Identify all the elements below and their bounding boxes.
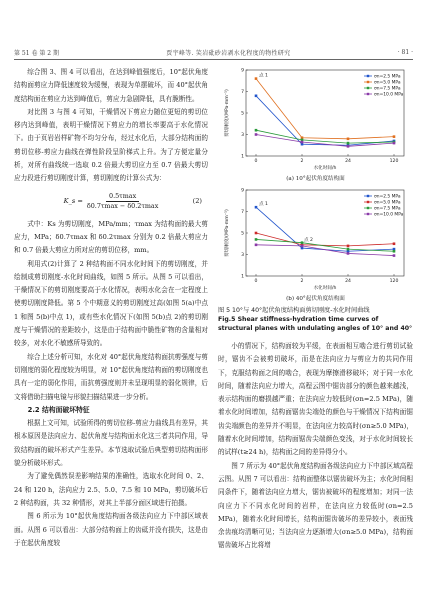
header-divider — [14, 59, 413, 60]
x-tick-label: 2 — [300, 279, 304, 284]
legend-label: σn=10.0 MPa — [374, 92, 404, 98]
legend-label: σn=5.0 MPa — [374, 80, 401, 86]
data-point — [255, 232, 258, 235]
legend-marker — [367, 195, 369, 197]
data-point — [347, 142, 350, 145]
legend-marker — [367, 81, 369, 83]
legend-marker — [367, 201, 369, 203]
data-point — [255, 133, 258, 136]
y-tick-label: 1 — [241, 274, 244, 280]
legend-marker — [367, 93, 369, 95]
data-point — [393, 142, 396, 145]
running-title: 贾宇峰等. 笑岩砒砂岩剥水化程度的物性研究 — [166, 49, 291, 57]
x-tick-label: 120 — [389, 159, 399, 164]
y-tick-label: 9 — [241, 188, 244, 194]
left-column — [14, 66, 208, 550]
y-tick-label: 5 — [241, 111, 244, 117]
figure-caption — [218, 306, 413, 333]
data-point — [347, 248, 350, 251]
data-point — [347, 245, 350, 248]
legend-label: σn=7.5 MPa — [374, 206, 401, 212]
right-column — [218, 340, 413, 553]
subcaption-b: (b) 40°起伏角度结构面 — [286, 296, 345, 302]
y-tick-label: 1 — [241, 154, 244, 160]
section-heading: 2.2 结构面破坏特征 — [27, 405, 90, 414]
legend-label: σn=2.5 MPa — [374, 194, 401, 200]
chart-a — [220, 64, 410, 176]
subcaption-a: (a) 10°起伏角度结构面 — [286, 176, 345, 182]
paragraph: 图 7 所示为 40°起伏角度结构面各级法向应力下中部区域高程云图。从图 7 可以看出：结构面整体以锯齿破坏为主；水化时间相同条件下，随着法向应力增大，锯齿被破坏的程度增加；对同一法向应力下不同水化时间的岩样，在法向应力较低时(σn=2.5 MPa)，随着水化时间增长，结构面锯齿破坏的差异较小，表面残余齿痕均清晰可见；当法向应力逐渐增大(σn≥5.0 MPa)，结构面锯齿破坏占比将增 — [218, 461, 413, 550]
data-point — [255, 238, 258, 241]
paragraph: 综合图 3、图 4 可以看出，在达到峰值强度后，10°起伏角度结构面剪应力降低速度较为缓慢，表现为单摆破坏，而 40°起伏角度结构面在剪应力达到峰值后，剪应力急剧降低，具有脆断性。 — [14, 68, 208, 103]
paragraph: 为了避免偶然误差影响结果的准确性，选取水化时间 0、2、24 和 120 h，法向应力 2.5、5.0、7.5 和 10 MPa，剪切破坏后 2 种结构面，共 32 种情形，对其上半部分面区域进行拍摄。 — [14, 472, 208, 507]
x-tick-label: 0 — [254, 279, 258, 284]
y-axis-label: 剪切刚度/(MPa·mm⁻¹) — [225, 89, 230, 137]
legend-label: σn=7.5 MPa — [374, 86, 401, 92]
x-axis-label: 水化时间/h — [313, 286, 337, 291]
figure-caption-en: Fig.5 Shear stiffness-hydration time curves of structural planes with undulating angles of 10° and 40° — [218, 316, 413, 332]
page-header — [14, 46, 413, 58]
chart-b-svg — [220, 184, 410, 292]
legend-marker — [367, 207, 369, 209]
equation-number: (2) — [192, 197, 202, 206]
x-tick-label: 120 — [389, 279, 399, 284]
data-point — [347, 138, 350, 141]
data-point — [255, 244, 258, 247]
legend-label: σn=10.0 MPa — [374, 212, 404, 218]
y-tick-label: 7 — [241, 210, 244, 215]
data-point — [347, 145, 350, 148]
y-tick-label: 3 — [241, 133, 244, 138]
series-line — [256, 135, 394, 147]
x-tick-label: 0 — [254, 159, 258, 164]
legend-label: σn=2.5 MPa — [374, 74, 401, 80]
legend-marker — [367, 87, 369, 89]
data-point — [393, 135, 396, 138]
y-tick-label: 7 — [241, 90, 244, 95]
data-point — [347, 252, 350, 255]
data-point — [301, 241, 304, 244]
paragraph: 利用式(2)计算了 2 种结构面不同水化时间下的剪切刚度，并绘制成剪切刚度-水化时间曲线，如图 5 所示。从图 5 可以看出，干燥情况下的剪切刚度要高于水化情况，表明水化会在一定程度上使剪切刚度降低。第 5 个中期意义的剪切刚度过高(如图 5(a)中点 1 和图 5(b)中点 1)，或有些水化情况下(如图 5(b)点 2)的剪切刚度与干燥情况的差距较小，这是由于结构面中脆性矿物的含量相对较多，对水化不敏感所导致的。 — [14, 259, 208, 348]
page-number: · 81 · — [397, 48, 413, 56]
legend-label: σn=5.0 MPa — [374, 200, 401, 206]
data-point — [393, 242, 396, 245]
data-point — [255, 95, 258, 98]
annotation-point-1: 点 1 — [259, 73, 268, 79]
x-tick-label: 2 — [300, 159, 304, 164]
legend-marker — [367, 213, 369, 215]
equation-numerator: 0.5τmax — [106, 192, 139, 202]
y-tick-label: 9 — [241, 68, 244, 74]
chart-a-svg — [220, 64, 410, 172]
data-point — [255, 206, 258, 209]
annotation-point-2: 点 2 — [304, 237, 313, 243]
paragraph: 综合上述分析可知，水化对 40°起伏角度结构面抗剪强度与剪切刚度的弱化程度较为明显，对 10°起伏角度结构面的剪切刚度也具有一定的弱化作用，而抗剪强度则并未呈现明显的弱化规律，后文将借助扫描电镜与形貌扫描结果进一步分析。 — [14, 352, 208, 401]
paragraph: 对比图 3 与图 4 可知，干燥情况下剪应力随位更短的剪切位移内达到峰值，表明干燥情况下剪应力的增长率要高于水化情况下。由于页岩岩样矿物不均匀分布，经过水化后，大部分结构面的剪切位移-剪应力曲线在弹性阶段呈阶梯式上升。为了方便定量分析，对所有曲线统一选取 0.2 倍最大剪切应力至 0.7 倍最大剪切应力段进行剪切刚度计算，剪切刚度的计算公式为： — [14, 107, 208, 183]
x-axis-label: 水化时间/h — [313, 166, 337, 171]
y-tick-label: 3 — [241, 253, 244, 258]
series-line — [256, 130, 394, 143]
paragraph: 图 6 所示为 10°起伏角度结构面各级法向应力下中部区域表面。从图 6 可以看出：大部分结构面上的齿砥并没有损失，这是由于在起伏角度较 — [14, 512, 208, 547]
y-tick-label: 5 — [241, 231, 244, 237]
chart-b — [220, 184, 410, 296]
paragraph: 小的情况下，结构面较为平缓，在表面相互啮合进行剪切试验时，锯齿不会被剪切破坏，而是在法向应力与剪应力的共同作用下，克服结构面之间的啮合，表现为摩擦滑移破坏；对于同一水化时间，随着法向应力增大，高程云图中锯齿部分的颜色越来越浅，表示结构面的磨损越严重；在法向应力较低时(σn=2.5 MPa)，随着水化时间增加，结构面锯齿尖端处的颜色与干燥情况下结构面锯齿尖端颜色的差异并不明显，在法向应力较高时(σn≥5.0 MPa)，随着水化时间增加，结构面锯齿尖端颜色变浅，对于水化时间较长的试样(t≥24 h)，结构面之间的差异得分小。 — [218, 342, 413, 457]
annotation-point-1: 点 1 — [259, 202, 268, 208]
legend-marker — [367, 75, 369, 77]
y-axis-label: 剪切刚度/(MPa·mm⁻¹) — [225, 209, 230, 257]
x-tick-label: 24 — [345, 279, 351, 284]
data-point — [393, 254, 396, 257]
data-point — [301, 245, 304, 248]
data-point — [393, 250, 396, 253]
equation-lhs: K_s = — [63, 197, 83, 206]
equation-fraction — [87, 192, 158, 211]
paragraph: 式中：Ks 为剪切刚度，MPa/mm；τmax 为结构面的最大剪应力，MPa；δ0.7τmax 和 δ0.2τmax 分别为 0.2 倍最大剪应力和 0.7 倍最大剪应力所对应的剪切位移，mm。 — [14, 219, 208, 255]
equation — [14, 188, 208, 216]
figure-caption-zh: 图 5 10°与 40°起伏角度结构面剪切刚度-水化时间曲线 — [218, 307, 370, 314]
journal-volume: 第 51 卷 第 2 期 — [14, 49, 59, 57]
equation-denominator: δ0.7τmax − δ0.2τmax — [86, 202, 159, 211]
data-point — [255, 77, 258, 80]
x-tick-label: 24 — [345, 159, 351, 164]
paragraph: 根据上文可知，试验所得的剪切位移-剪应力曲线具有差异，其根本原因是法向应力、起伏角度与结构面水化这三者共同作用，导致结构面的破坏形式产生差异。本节选取试验后典型剪切结构面形貌分析破坏形式。 — [14, 419, 208, 468]
series-line — [256, 233, 394, 246]
data-point — [301, 141, 304, 144]
data-point — [255, 129, 258, 132]
